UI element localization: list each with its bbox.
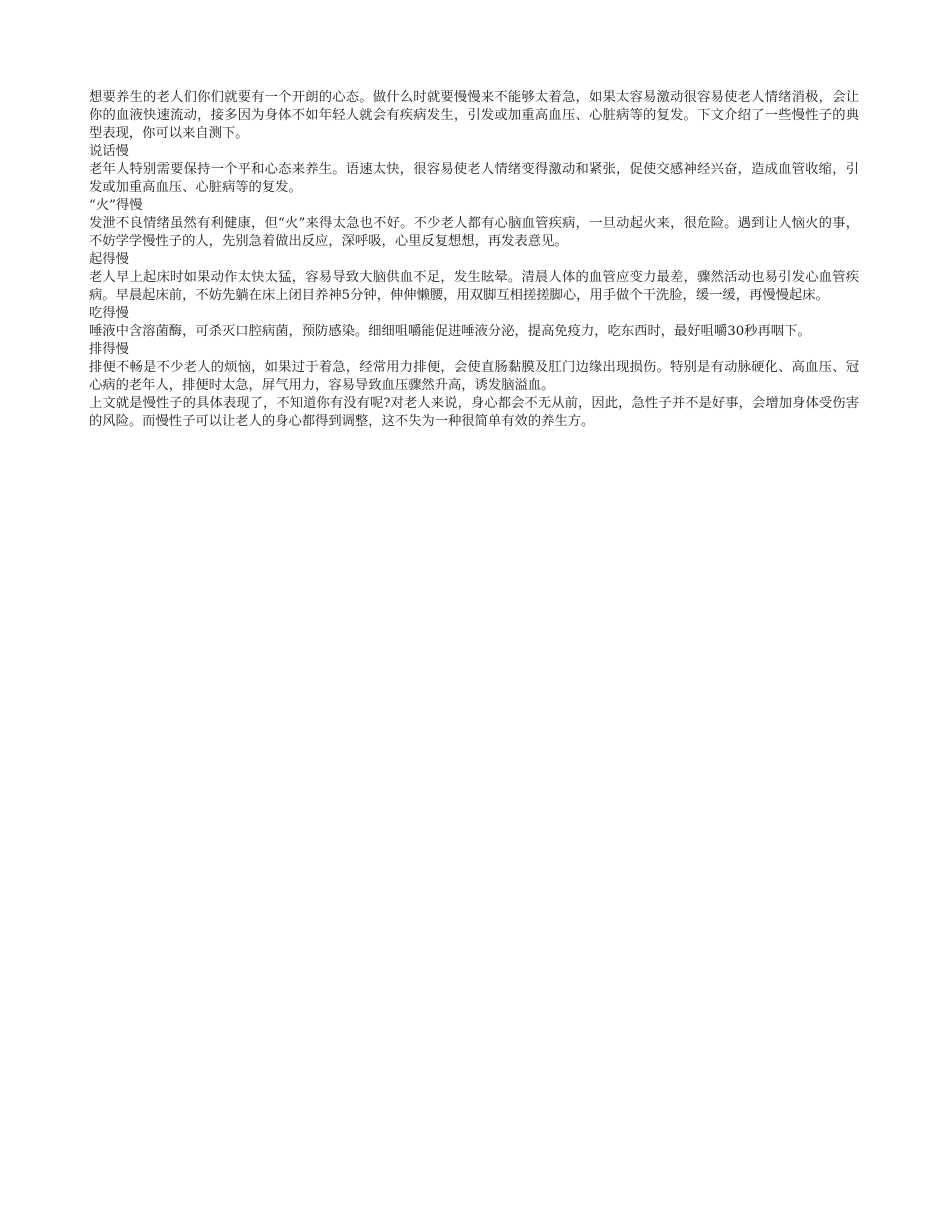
section-heading-anger-slow: “火”得慢 — [89, 198, 143, 213]
section-heading-speak-slow: 说话慢 — [89, 144, 129, 159]
section-heading-rise-slow: 起得慢 — [89, 252, 129, 267]
intro-paragraph: 想要养生的老人们你们就要有一个开朗的心态。做什么时就要慢慢来不能够太着急，如果太容易激动很容易使老人情绪消极，会让你的血液快速流动，接多因为身体不如年轻人就会有疾病发生，引发或加重高血压、心脏病等的复发。下文介绍了一些慢性子的典型表现，你可以来自测下。 — [89, 90, 859, 141]
section-heading-excrete-slow: 排得慢 — [89, 342, 129, 357]
section-body-rise-slow: 老人早上起床时如果动作太快太猛，容易导致大脑供血不足，发生眩晕。清晨人体的血管应变力最差，骤然活动也易引发心血管疾病。早晨起床前，不妨先躺在床上闭目养神5分钟，伸伸懒腰，用双脚互相搓搓脚心，用手做个干洗脸，缓一缓，再慢慢起床。 — [89, 270, 859, 303]
section-body-excrete-slow: 排便不畅是不少老人的烦恼，如果过于着急，经常用力排便，会使直肠黏膜及肛门边缘出现损伤。特别是有动脉硬化、高血压、冠心病的老年人，排便时太急，屏气用力，容易导致血压骤然升高，诱发脑溢血。 — [89, 360, 859, 393]
conclusion-paragraph: 上文就是慢性子的具体表现了，不知道你有没有呢?对老人来说，身心都会不无从前，因此，急性子并不是好事，会增加身体受伤害的风险。而慢性子可以让老人的身心都得到调整，这不失为一种很简单有效的养生方。 — [89, 396, 859, 429]
section-body-speak-slow: 老年人特别需要保持一个平和心态来养生。语速太快，很容易使老人情绪变得激动和紧张，促使交感神经兴奋，造成血管收缩，引发或加重高血压、心脏病等的复发。 — [89, 162, 859, 195]
document-page — [89, 89, 859, 431]
section-body-anger-slow: 发泄不良情绪虽然有利健康，但“火”来得太急也不好。不少老人都有心脑血管疾病，一旦动起火来，很危险。遇到让人恼火的事，不妨学学慢性子的人，先别急着做出反应，深呼吸，心里反复想想，再发表意见。 — [89, 216, 859, 249]
section-body-eat-slow: 唾液中含溶菌酶，可杀灭口腔病菌，预防感染。细细咀嚼能促进唾液分泌，提高免疫力，吃东西时，最好咀嚼30秒再咽下。 — [89, 324, 811, 339]
section-heading-eat-slow: 吃得慢 — [89, 306, 129, 321]
